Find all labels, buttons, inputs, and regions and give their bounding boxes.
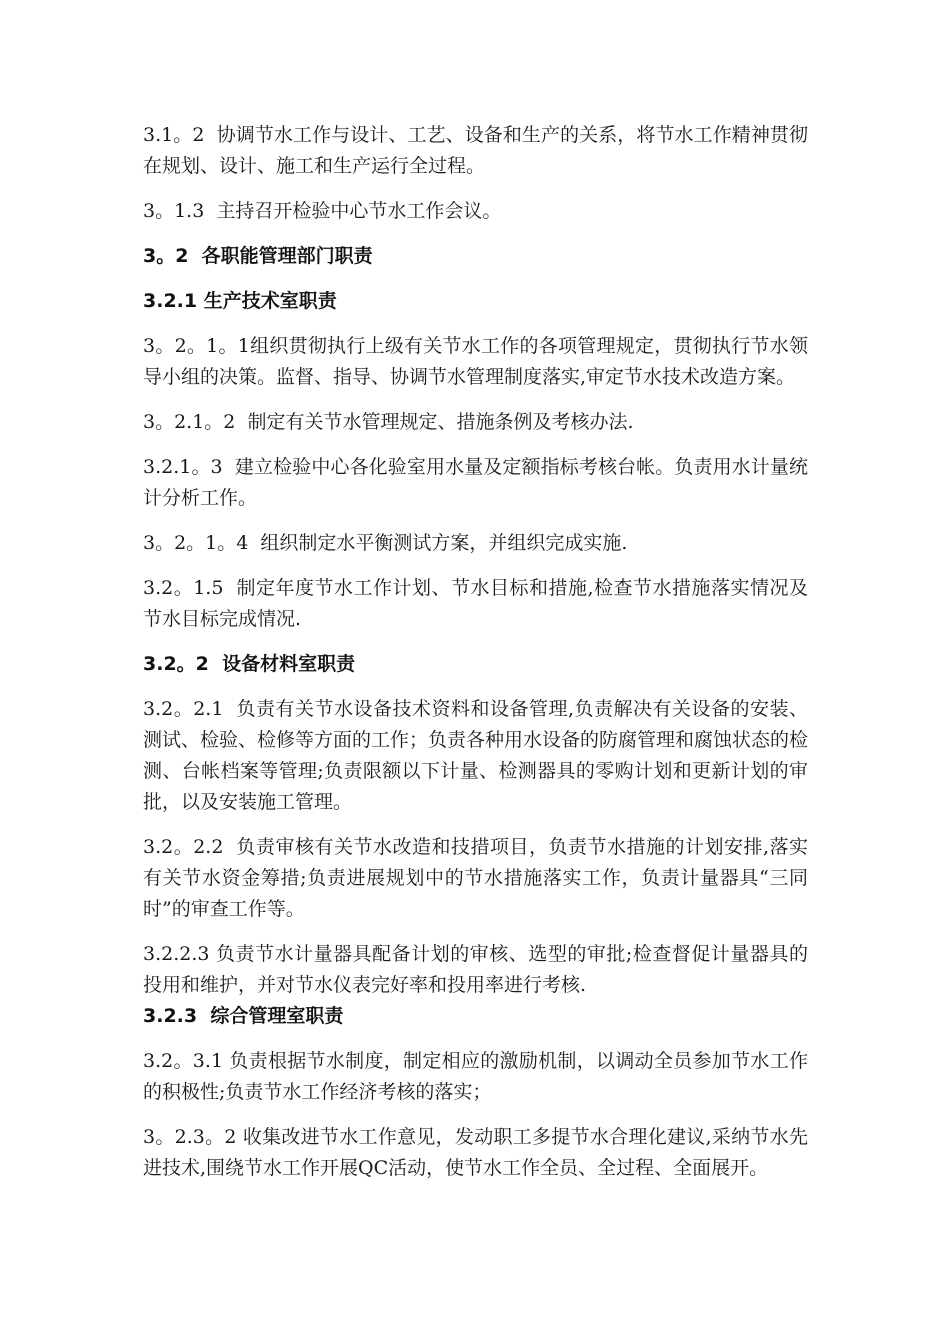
- paragraph-3-1-2: 3.1。2 协调节水工作与设计、工艺、设备和生产的关系，将节水工作精神贯彻在规划、设计、施工和生产运行全过程。: [143, 124, 808, 177]
- heading-3-2-1: 3.2.1 生产技术室职责: [143, 290, 337, 312]
- paragraph-3-2-2-2: 3.2。2.2 负责审核有关节水改造和技措项目，负责节水措施的计划安排,落实有关节水资金筹措;负责进展规划中的节水措施落实工作，负责计量器具“三同时”的审查工作等。: [143, 836, 808, 920]
- heading-3-2-3: 3.2.3 综合管理室职责: [143, 1005, 344, 1027]
- heading-3-2: 3。2 各职能管理部门职责: [143, 245, 373, 267]
- paragraph-3-1-3: 3。1.3 主持召开检验中心节水工作会议。: [143, 200, 502, 222]
- document-body: [143, 120, 808, 1198]
- paragraph-3-2-3-2: 3。2.3。2 收集改进节水工作意见，发动职工多提节水合理化建议,采纳节水先进技术,围绕节水工作开展QC活动，使节水工作全员、全过程、全面展开。: [143, 1126, 808, 1179]
- paragraph-3-2-3-1: 3.2。3.1 负责根据节水制度，制定相应的激励机制，以调动全员参加节水工作的积极性;负责节水工作经济考核的落实；: [143, 1050, 808, 1103]
- paragraph-3-2-1-1: 3。2。1。1组织贯彻执行上级有关节水工作的各项管理规定，贯彻执行节水领导小组的决策。监督、指导、协调节水管理制度落实,审定节水技术改造方案。: [143, 335, 808, 388]
- heading-3-2-2: 3.2。2 设备材料室职责: [143, 653, 356, 675]
- paragraph-3-2-1-5: 3.2。1.5 制定年度节水工作计划、节水目标和措施,检查节水措施落实情况及节水目标完成情况.: [143, 577, 808, 630]
- paragraph-3-2-2-1: 3.2。2.1 负责有关节水设备技术资料和设备管理,负责解决有关设备的安装、测试、检验、检修等方面的工作；负责各种用水设备的防腐管理和腐蚀状态的检测、台帐档案等管理;负责限额以下计量、检测器具的零购计划和更新计划的审批，以及安装施工管理。: [143, 698, 809, 813]
- paragraph-3-2-1-4: 3。2。1。4 组织制定水平衡测试方案，并组织完成实施.: [143, 532, 628, 554]
- paragraph-3-2-1-2: 3。2.1。2 制定有关节水管理规定、措施条例及考核办法.: [143, 411, 634, 433]
- paragraph-3-2-2-3: 3.2.2.3 负责节水计量器具配备计划的审核、选型的审批;检查督促计量器具的投用和维护，并对节水仪表完好率和投用率进行考核.: [143, 943, 808, 996]
- paragraph-3-2-1-3: 3.2.1。3 建立检验中心各化验室用水量及定额指标考核台帐。负责用水计量统计分析工作。: [143, 456, 808, 509]
